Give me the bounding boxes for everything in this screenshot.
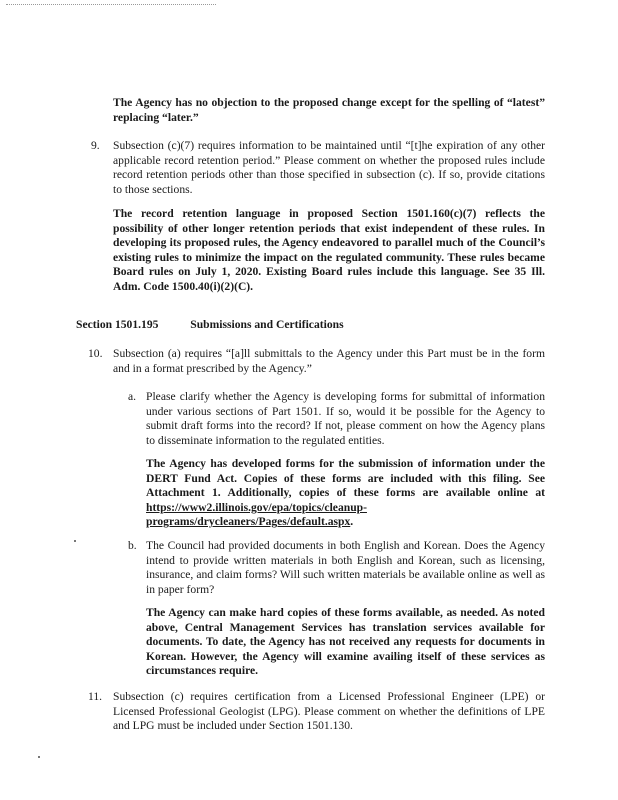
- question-number: 10.: [88, 347, 103, 360]
- section-title: Submissions and Certifications: [190, 318, 344, 331]
- question-text: Please clarify whether the Agency is developing forms for submittal of information under various sections of Part 1501. If so, would it be possible for the Agency to submit draft forms into the record? If not, please comment on how the Agency plans to disseminate information to the regulated entities.: [146, 390, 545, 447]
- question-text: Subsection (c) requires certification from a Licensed Professional Engineer (LPE) or Licensed Professional Geologist (LPG). Please comment on whether the definitions of LPE and LPG must be included under Section 1501.130.: [113, 690, 545, 733]
- section-number: Section 1501.195: [76, 318, 159, 331]
- response-end: .: [350, 515, 354, 529]
- question-number: 11.: [88, 690, 103, 703]
- question-text: Subsection (a) requires “[a]ll submittals to the Agency under this Part must be in the form and in a format prescribed by the Agency.”: [113, 347, 545, 375]
- scan-artifact: [6, 4, 216, 7]
- response-paragraph: The record retention language in proposed Section 1501.160(c)(7) reflects the possibility of other longer retention periods that exist independent of these rules. In developing its proposed rules, the Agency endeavored to parallel much of the Council’s existing rules to minimize the impact on the regulated community. These rules became Board rules on July 1, 2020. Existing Board rules include this language. See 35 Ill. Adm. Code 1500.40(i)(2)(C).: [113, 207, 545, 293]
- subquestion-label: b.: [128, 539, 137, 552]
- subquestion-label: a.: [128, 390, 137, 403]
- question-number: 9.: [91, 139, 100, 152]
- forms-link[interactable]: https://www2.illinois.gov/epa/topics/cleanup-programs/drycleaners/Pages/default.aspx: [146, 500, 367, 529]
- scan-speck: [74, 540, 76, 542]
- response-paragraph: The Agency can make hard copies of these forms available, as needed. As noted above, Central Management Services has translation services available for documents. To date, the Agency has not received any requests for documents in Korean. However, the Agency will examine availing itself of these services as circumstances require.: [146, 606, 545, 678]
- response-paragraph: [146, 457, 545, 530]
- response-paragraph: The Agency has no objection to the proposed change except for the spelling of “latest” replacing “later.”: [113, 96, 545, 124]
- scan-speck: [38, 756, 40, 758]
- question-text: Subsection (c)(7) requires information to be maintained until “[t]he expiration of any other applicable record retention period.” Please comment on whether the proposed rules include record retention periods other than those specified in subsection (c). If so, provide citations to those sections.: [113, 139, 545, 196]
- response-text: The Agency has developed forms for the submission of information under the DERT Fund Act. Copies of these forms are included with this filing. See Attachment 1. Additionally, copies of these forms are available online at: [146, 457, 545, 500]
- section-heading: [76, 318, 344, 333]
- question-text: The Council had provided documents in both English and Korean. Does the Agency intend to provide written materials in both English and Korean, such as licensing, insurance, and claim forms? Will such written materials be available online as well as in paper form?: [146, 539, 545, 596]
